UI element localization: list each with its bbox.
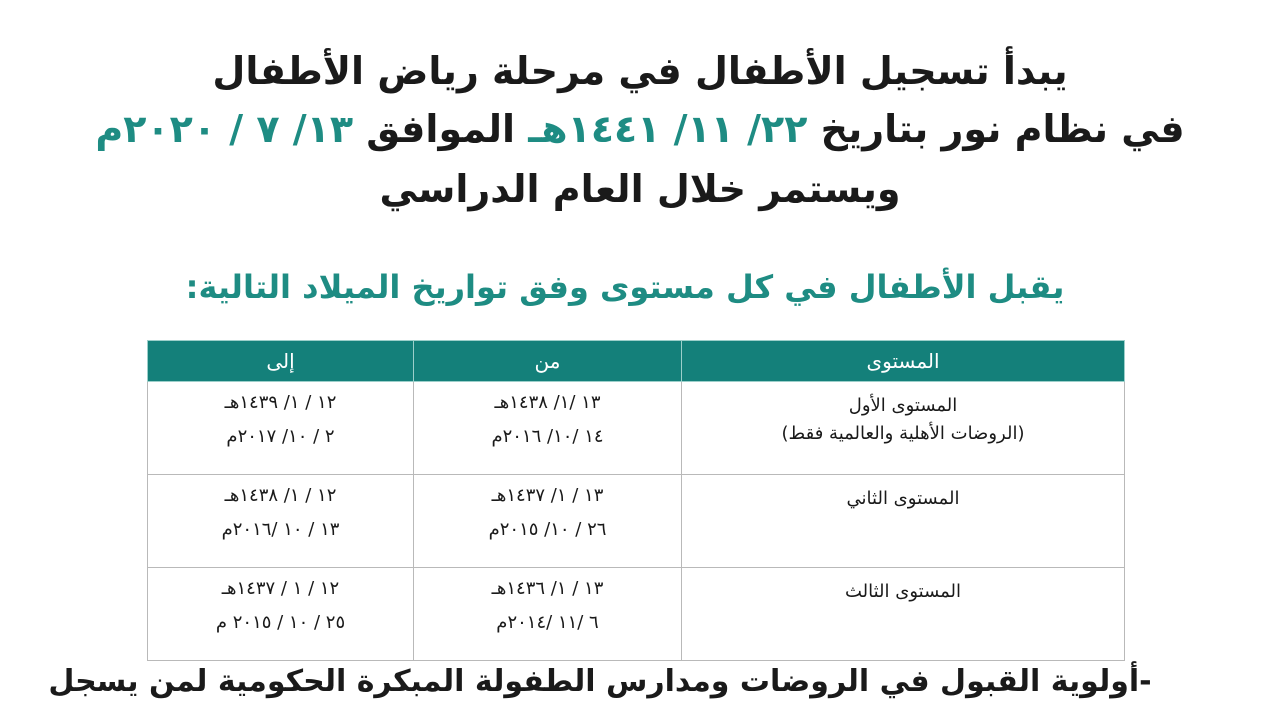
level-note: (الروضات الأهلية والعالمية فقط) xyxy=(781,423,1025,444)
to-gregorian: ٢٥ / ١٠ / ٢٠١٥ م xyxy=(215,612,346,633)
headline-line-2 xyxy=(0,100,1280,158)
level-name: المستوى الأول xyxy=(848,395,958,416)
table-header-row xyxy=(148,341,1125,382)
from-cell xyxy=(414,568,682,661)
to-gregorian: ٢ / ١٠/ ٢٠١٧م xyxy=(226,426,335,447)
to-cell xyxy=(148,382,414,475)
level-cell xyxy=(682,568,1125,661)
table-row xyxy=(148,475,1125,568)
from-hijri: ١٣ / ١/ ١٤٣٧هـ xyxy=(491,485,604,506)
to-cell xyxy=(148,475,414,568)
to-hijri: ١٢ / ١ / ١٤٣٧هـ xyxy=(221,578,340,599)
from-cell xyxy=(414,382,682,475)
header-from: من xyxy=(414,341,682,382)
birthdate-table xyxy=(147,340,1125,661)
to-hijri: ١٢ / ١/ ١٤٣٨هـ xyxy=(224,485,337,506)
from-gregorian: ٢٦ / ١٠/ ٢٠١٥م xyxy=(488,519,607,540)
headline-line-2-prefix: في نظام نور بتاريخ xyxy=(807,107,1185,151)
level-cell xyxy=(682,475,1125,568)
level-cell xyxy=(682,382,1125,475)
header-level: المستوى xyxy=(682,341,1125,382)
subheading: يقبل الأطفال في كل مستوى وفق تواريخ الميلاد التالية: xyxy=(185,268,1065,306)
hijri-date: ٢٢/ ١١/ ١٤٤١هـ xyxy=(528,107,808,151)
from-cell xyxy=(414,475,682,568)
headline-line-1: يبدأ تسجيل الأطفال في مرحلة رياض الأطفال xyxy=(212,49,1068,93)
gregorian-date: ١٣/ ٧ / ٢٠٢٠م xyxy=(95,107,354,151)
from-gregorian: ١٤ /١٠/ ٢٠١٦م xyxy=(491,426,604,447)
from-hijri: ١٣ / ١/ ١٤٣٦هـ xyxy=(491,578,604,599)
level-name: المستوى الثاني xyxy=(846,488,960,509)
to-hijri: ١٢ / ١/ ١٤٣٩هـ xyxy=(224,392,337,413)
to-gregorian: ١٣ / ١٠ /٢٠١٦م xyxy=(221,519,340,540)
level-name: المستوى الثالث xyxy=(844,581,962,602)
from-gregorian: ٦ /١١ /٢٠١٤م xyxy=(496,612,599,633)
headline-line-2-mid: الموافق xyxy=(353,107,529,151)
priority-note: -أولوية القبول في الروضات ومدارس الطفولة المبكرة الحكومية لمن يسجل xyxy=(48,664,1152,699)
table-row xyxy=(148,568,1125,661)
headline-line-3: ويستمر خلال العام الدراسي xyxy=(379,167,901,211)
header-to: إلى xyxy=(148,341,414,382)
table-row xyxy=(148,382,1125,475)
to-cell xyxy=(148,568,414,661)
from-hijri: ١٣ /١/ ١٤٣٨هـ xyxy=(494,392,601,413)
